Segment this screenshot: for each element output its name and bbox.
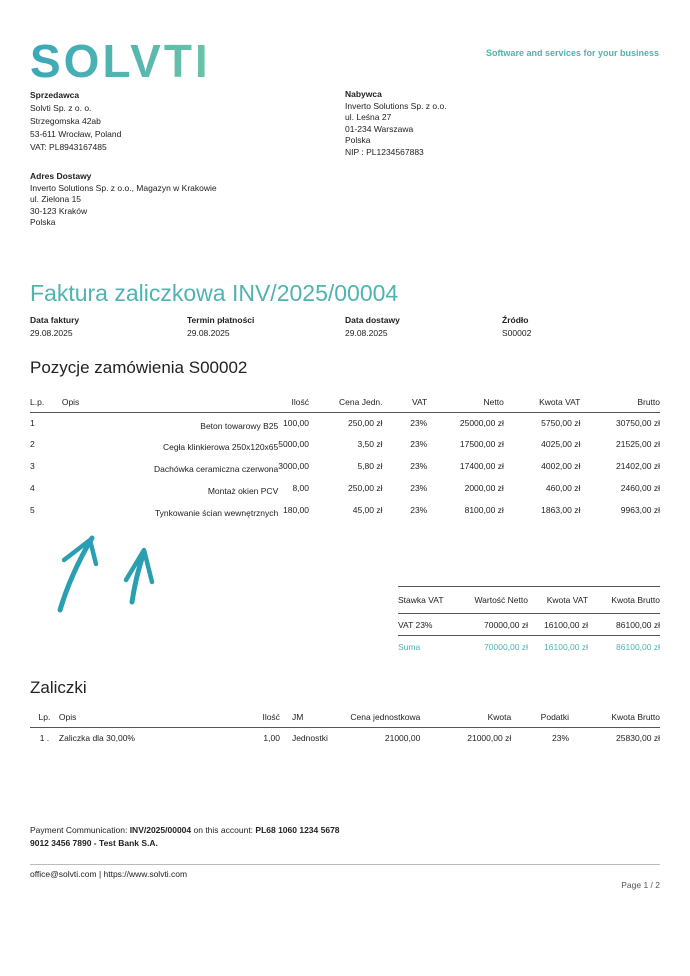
field-value: 29.08.2025: [345, 328, 388, 338]
table-row: [30, 412, 660, 434]
column-header: Podatki: [540, 711, 570, 722]
row-gross: 25830,00 zł: [616, 733, 660, 744]
table-header-row: [30, 392, 660, 412]
field-value: 29.08.2025: [187, 328, 230, 338]
row-net: 2000,00 zł: [464, 483, 504, 493]
vat-gross: 86100,00 zł: [616, 619, 660, 630]
invoice-title: Faktura zaliczkowa INV/2025/00004: [30, 280, 399, 306]
bank-account-part2: 9012 3456 7890 - Test Bank S.A.: [30, 838, 158, 848]
table-header-row: [30, 707, 660, 727]
buyer-line: Polska: [345, 135, 371, 145]
row-price: 45,00 zł: [352, 505, 383, 515]
buyer-block: [345, 89, 447, 158]
advances-heading: Zaliczki: [30, 678, 87, 697]
column-header: Netto: [483, 396, 504, 407]
column-header: Kwota Brutto: [611, 711, 660, 722]
vat-net: 70000,00 zł: [484, 619, 528, 630]
order-heading: Pozycje zamówienia S00002: [30, 358, 248, 377]
order-lines-table: [30, 392, 660, 522]
vat-rate: VAT 23%: [398, 619, 433, 630]
row-price: 250,00 zł: [348, 417, 383, 428]
table-row: [30, 434, 660, 456]
table-row: [30, 478, 660, 500]
row-vat: 23%: [410, 461, 428, 471]
row-price: 3,50 zł: [357, 439, 383, 449]
row-desc: Cegła klinkierowa 250x120x65: [162, 442, 279, 452]
delivery-line: ul. Zielona 15: [30, 194, 82, 204]
row-qty: 3000,00: [278, 461, 309, 471]
column-header: Kwota VAT: [546, 595, 588, 605]
seller-line: 53-611 Wrocław, Poland: [30, 129, 122, 139]
column-header: VAT: [411, 396, 428, 407]
sum-net: 70000,00 zł: [484, 641, 528, 652]
delivery-label: Adres Dostawy: [30, 171, 92, 181]
row-gross: 9963,00 zł: [620, 505, 660, 515]
row-gross: 2460,00 zł: [620, 483, 660, 493]
source-field: [502, 314, 531, 340]
footer-contact: office@solvti.com | https://www.solvti.com: [30, 869, 188, 879]
table-row: [398, 614, 660, 636]
invoice-date-field: [30, 314, 79, 340]
sum-gross: 86100,00 zł: [616, 641, 660, 652]
row-price: 250,00 zł: [348, 483, 383, 493]
page-number: Page 1 / 2: [621, 880, 660, 890]
table-header-row: [398, 587, 660, 614]
table-row: [30, 456, 660, 478]
payment-prefix: Payment Communication:: [30, 825, 130, 835]
row-vat: 23%: [410, 483, 428, 493]
buyer-line: Inverto Solutions Sp. z o.o.: [345, 100, 447, 111]
row-vat-amount: 460,00 zł: [545, 483, 581, 493]
row-tax: 23%: [552, 733, 570, 744]
vat-amount: 16100,00 zł: [544, 619, 588, 630]
row-amount: 21000,00 zł: [467, 733, 512, 744]
row-net: 25000,00 zł: [459, 417, 504, 428]
logo-text: SOLVTI: [30, 35, 211, 82]
column-header: Cena jednostkowa: [350, 711, 421, 722]
row-net: 8100,00 zł: [464, 505, 504, 515]
row-desc: Montaż okien PCV: [207, 486, 279, 496]
sum-label: Suma: [398, 641, 421, 652]
row-gross: 30750,00 zł: [616, 417, 660, 428]
footer-divider: [30, 864, 660, 865]
column-header: L.p.: [30, 396, 45, 407]
hand-drawn-arrows: [50, 530, 165, 620]
column-header: Kwota Brutto: [611, 595, 660, 605]
field-label: Data faktury: [30, 315, 80, 325]
field-label: Termin płatności: [187, 315, 255, 325]
row-lp: 1: [30, 417, 35, 428]
sum-row: [398, 636, 660, 658]
row-desc: Dachówka ceramiczna czerwona: [154, 464, 279, 474]
seller-label: Sprzedawca: [30, 90, 80, 100]
payment-reference: INV/2025/00004: [129, 825, 192, 835]
row-qty: 100,00: [282, 417, 309, 428]
table-row: [30, 727, 660, 749]
delivery-line: 30-123 Kraków: [30, 205, 88, 216]
field-label: Data dostawy: [345, 315, 400, 325]
row-desc: Tynkowanie ścian wewnętrznych: [154, 508, 279, 518]
row-qty: 8,00: [292, 483, 309, 493]
payment-middle: on this account:: [191, 825, 256, 835]
row-lp: 2: [30, 439, 35, 449]
buyer-line: 01-234 Warszawa: [345, 123, 414, 134]
row-vat: 23%: [410, 439, 428, 449]
row-vat-amount: 5750,00 zł: [541, 417, 581, 428]
column-header: Brutto: [637, 396, 660, 407]
column-header: Kwota: [487, 711, 512, 722]
column-header: Opis: [61, 396, 80, 407]
column-header: Lp.: [38, 711, 51, 722]
seller-block: [30, 89, 121, 154]
row-vat-amount: 4025,00 zł: [541, 439, 581, 449]
row-net: 17400,00 zł: [459, 461, 504, 471]
column-header: JM: [291, 711, 304, 722]
delivery-line: Inverto Solutions Sp. z o.o., Magazyn w Krakowie: [30, 182, 217, 193]
bank-account-part1: PL68 1060 1234 5678: [255, 825, 340, 835]
row-unit-price: 21000,00: [384, 733, 421, 744]
seller-line: Strzegomska 42ab: [30, 116, 101, 126]
tagline: Software and services for your business: [485, 48, 659, 58]
row-desc: Zaliczka dla 30,00%: [58, 733, 135, 744]
vat-summary-table: [398, 586, 660, 658]
buyer-line: NIP : PL1234567883: [345, 146, 424, 157]
row-vat: 23%: [410, 505, 428, 515]
column-header: Wartość Netto: [474, 595, 528, 605]
table-row: [30, 500, 660, 522]
field-value: S00002: [502, 328, 532, 338]
column-header: Stawka VAT: [398, 595, 444, 605]
row-vat-amount: 1863,00 zł: [541, 505, 581, 515]
column-header: Ilość: [291, 396, 309, 407]
row-vat-amount: 4002,00 zł: [541, 461, 581, 471]
row-lp: 3: [30, 461, 35, 471]
column-header: Cena Jedn.: [339, 396, 383, 407]
row-price: 5,80 zł: [357, 461, 383, 471]
row-lp: 5: [30, 505, 35, 515]
row-desc: Beton towarowy B25: [200, 420, 279, 431]
field-label: Źródło: [502, 315, 529, 325]
column-header: Opis: [58, 711, 77, 722]
due-date-field: [187, 314, 254, 340]
row-net: 17500,00 zł: [459, 439, 504, 449]
row-lp: 1 .: [39, 733, 50, 744]
row-qty: 1,00: [263, 733, 280, 744]
seller-line: VAT: PL8943167485: [30, 142, 107, 152]
buyer-line: ul. Leśna 27: [345, 112, 392, 122]
row-unit: Jednostki: [291, 733, 328, 744]
company-logo: [30, 30, 225, 82]
row-gross: 21402,00 zł: [616, 461, 660, 471]
row-qty: 180,00: [282, 505, 309, 515]
sum-vat: 16100,00 zł: [544, 641, 588, 652]
column-header: Kwota VAT: [539, 396, 581, 407]
advances-table: [30, 707, 660, 749]
delivery-date-field: [345, 314, 400, 340]
delivery-line: Polska: [30, 217, 56, 227]
row-lp: 4: [30, 483, 35, 493]
seller-line: Solvti Sp. z o. o.: [30, 103, 92, 113]
row-qty: 5000,00: [278, 439, 309, 449]
payment-communication: [30, 824, 390, 850]
column-header: Ilość: [262, 711, 280, 722]
buyer-label: Nabywca: [345, 89, 382, 99]
row-gross: 21525,00 zł: [616, 439, 660, 449]
row-vat: 23%: [410, 417, 428, 428]
delivery-block: [30, 171, 217, 229]
field-value: 29.08.2025: [30, 328, 73, 338]
